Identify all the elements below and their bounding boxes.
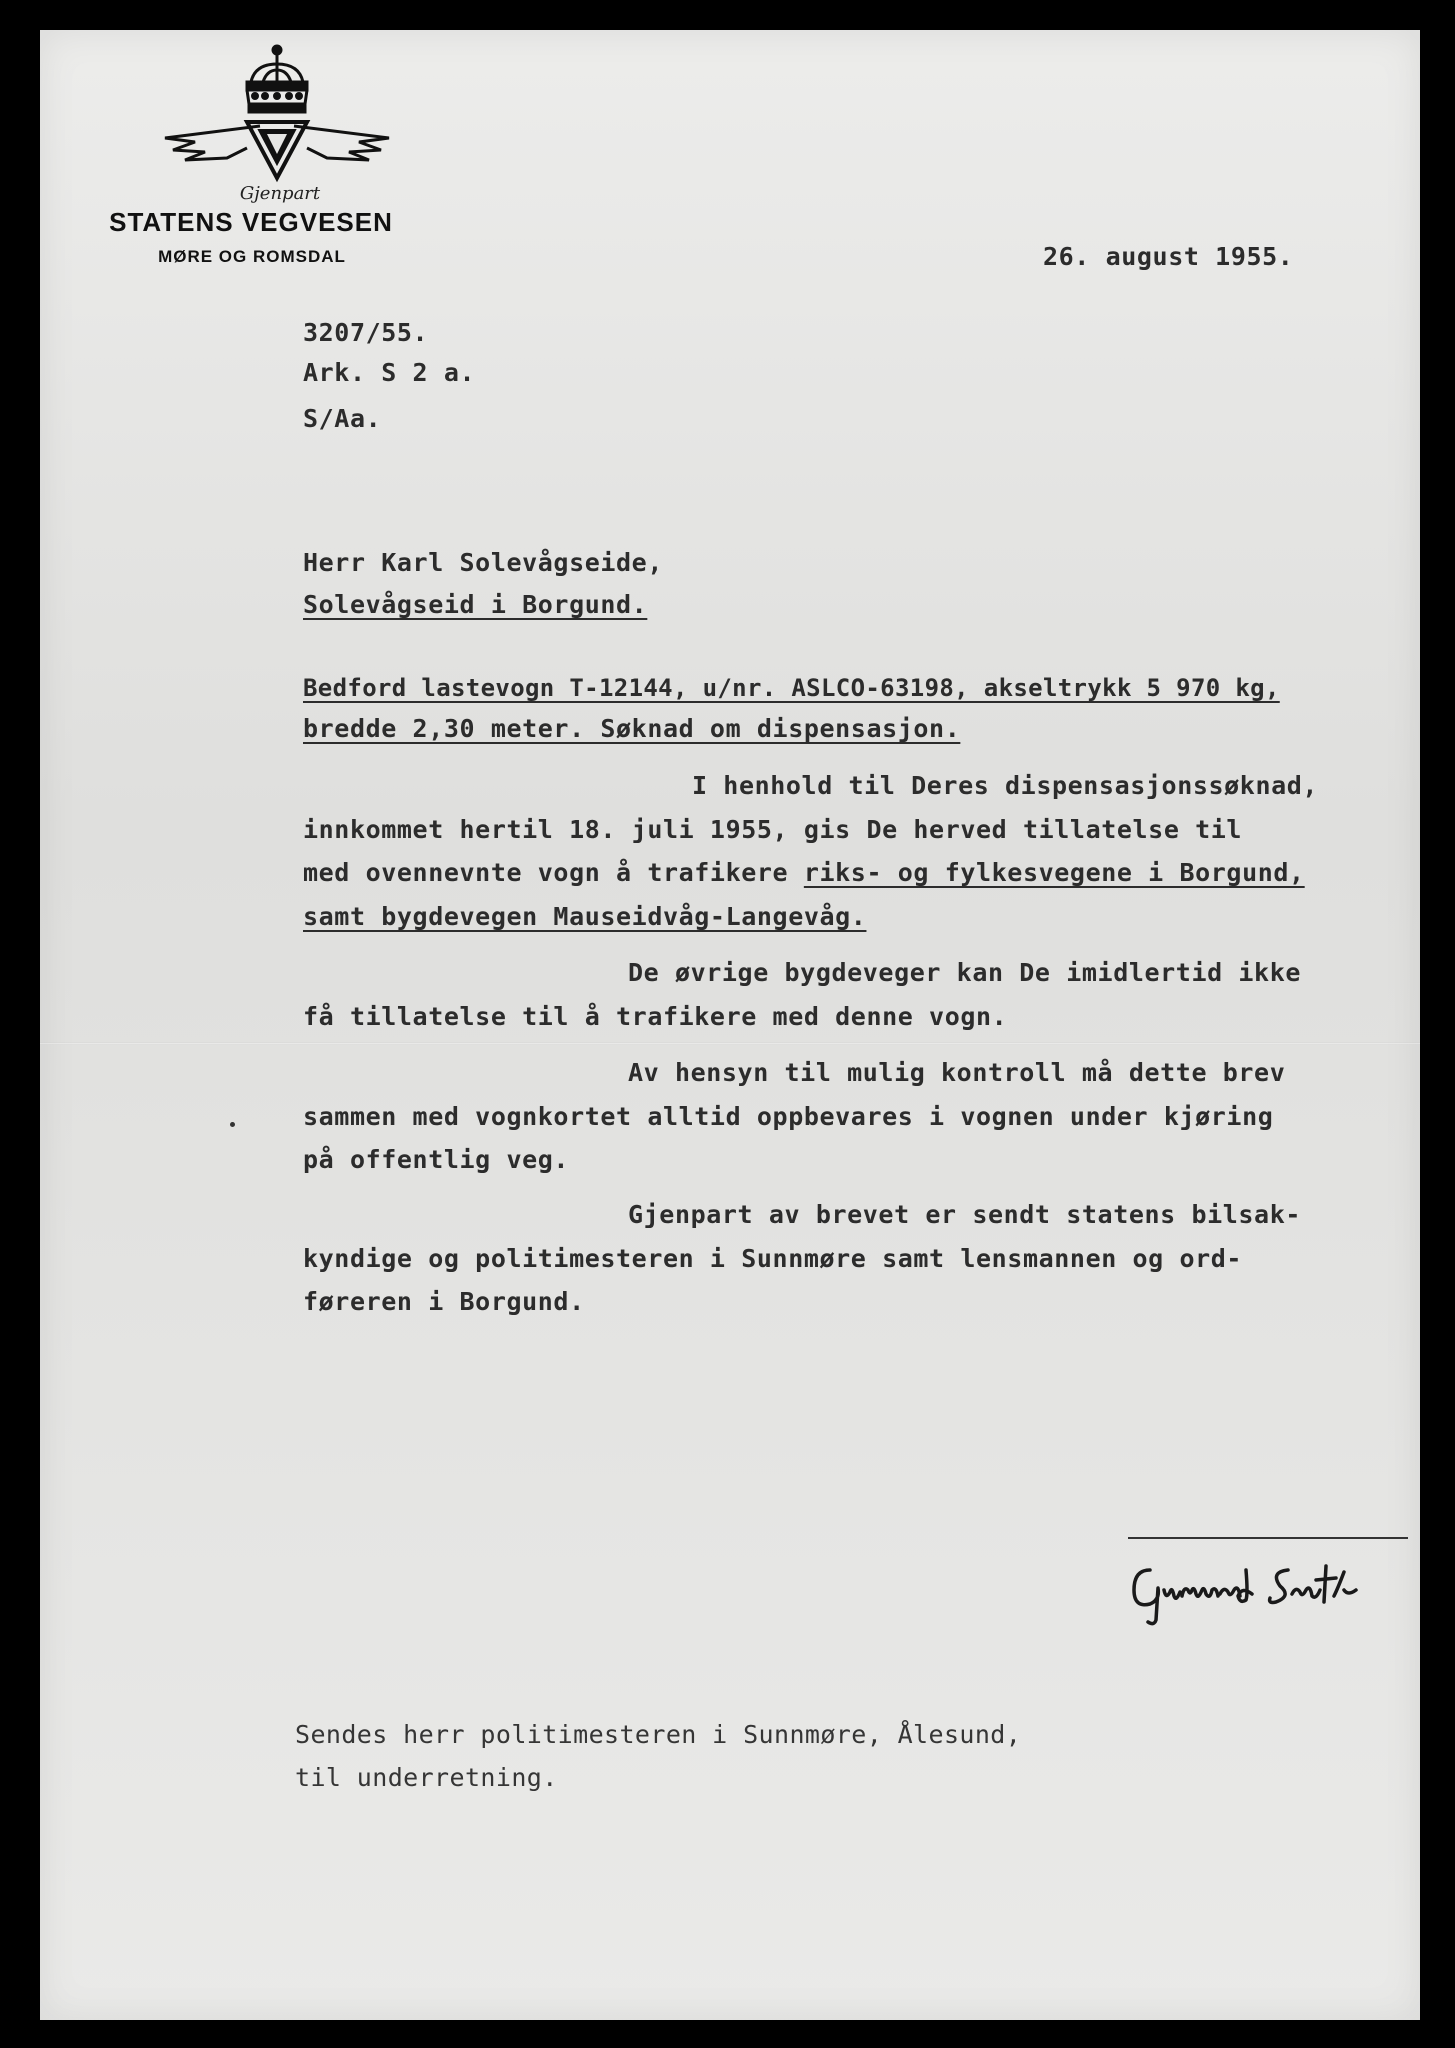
crown-wing-emblem-icon	[155, 38, 400, 188]
body-p4-line-3: føreren i Borgund.	[303, 1287, 585, 1316]
archive-code: Ark. S 2 a.	[303, 358, 476, 387]
agency-district: MØRE OG ROMSDAL	[158, 247, 346, 266]
footer-line-2: til underretning.	[295, 1763, 558, 1792]
recipient-name: Herr Karl Solevågseide,	[303, 548, 663, 577]
paper-speck	[230, 1122, 235, 1127]
initials: S/Aa.	[303, 404, 382, 433]
subject-line-2: bredde 2,30 meter. Søknad om dispensasjon.	[303, 714, 961, 743]
subject-line-1: Bedford lastevogn T-12144, u/nr. ASLCO-63198, akseltrykk 5 970 kg,	[303, 674, 1280, 702]
copy-label: Gjenpart	[239, 183, 321, 204]
body-p1-line-1: I henhold til Deres dispensasjonssøknad,	[692, 771, 1319, 800]
body-p3-line-2: sammen med vognkortet alltid oppbevares i vognen under kjøring	[303, 1102, 1274, 1131]
body-p1-line-3	[303, 858, 1305, 887]
body-p1-line-3a: med ovennevnte vogn å trafikere	[303, 858, 804, 887]
body-p3-line-1: Av hensyn til mulig kontroll må dette brev	[628, 1058, 1286, 1087]
body-p1-line-3b: riks- og fylkesvegene i Borgund,	[803, 858, 1305, 887]
footer-line-1: Sendes herr politimesteren i Sunnmøre, Ålesund,	[295, 1720, 1022, 1749]
agency-name: STATENS VEGVESEN	[109, 207, 393, 237]
body-p2-line-1: De øvrige bygdeveger kan De imidlertid ikke	[628, 958, 1302, 987]
body-p4-line-1: Gjenpart av brevet er sendt statens bilsak-	[628, 1200, 1302, 1229]
body-p3-line-3: på offentlig veg.	[303, 1145, 570, 1174]
letter-date: 26. august 1955.	[1043, 242, 1294, 271]
body-p4-line-2: kyndige og politimesteren i Sunnmøre samt lensmannen og ord-	[303, 1244, 1243, 1273]
body-p1-line-4: samt bygdevegen Mauseidvåg-Langevåg.	[303, 902, 867, 931]
reference-number: 3207/55.	[303, 318, 429, 347]
body-p2-line-2: få tillatelse til å trafikere med denne vogn.	[303, 1002, 1008, 1031]
recipient-address: Solevågseid i Borgund.	[303, 590, 648, 619]
body-p1-line-2: innkommet hertil 18. juli 1955, gis De herved tillatelse til	[303, 815, 1243, 844]
handwritten-signature	[1120, 1530, 1420, 1630]
paper-fold	[40, 1042, 1420, 1045]
